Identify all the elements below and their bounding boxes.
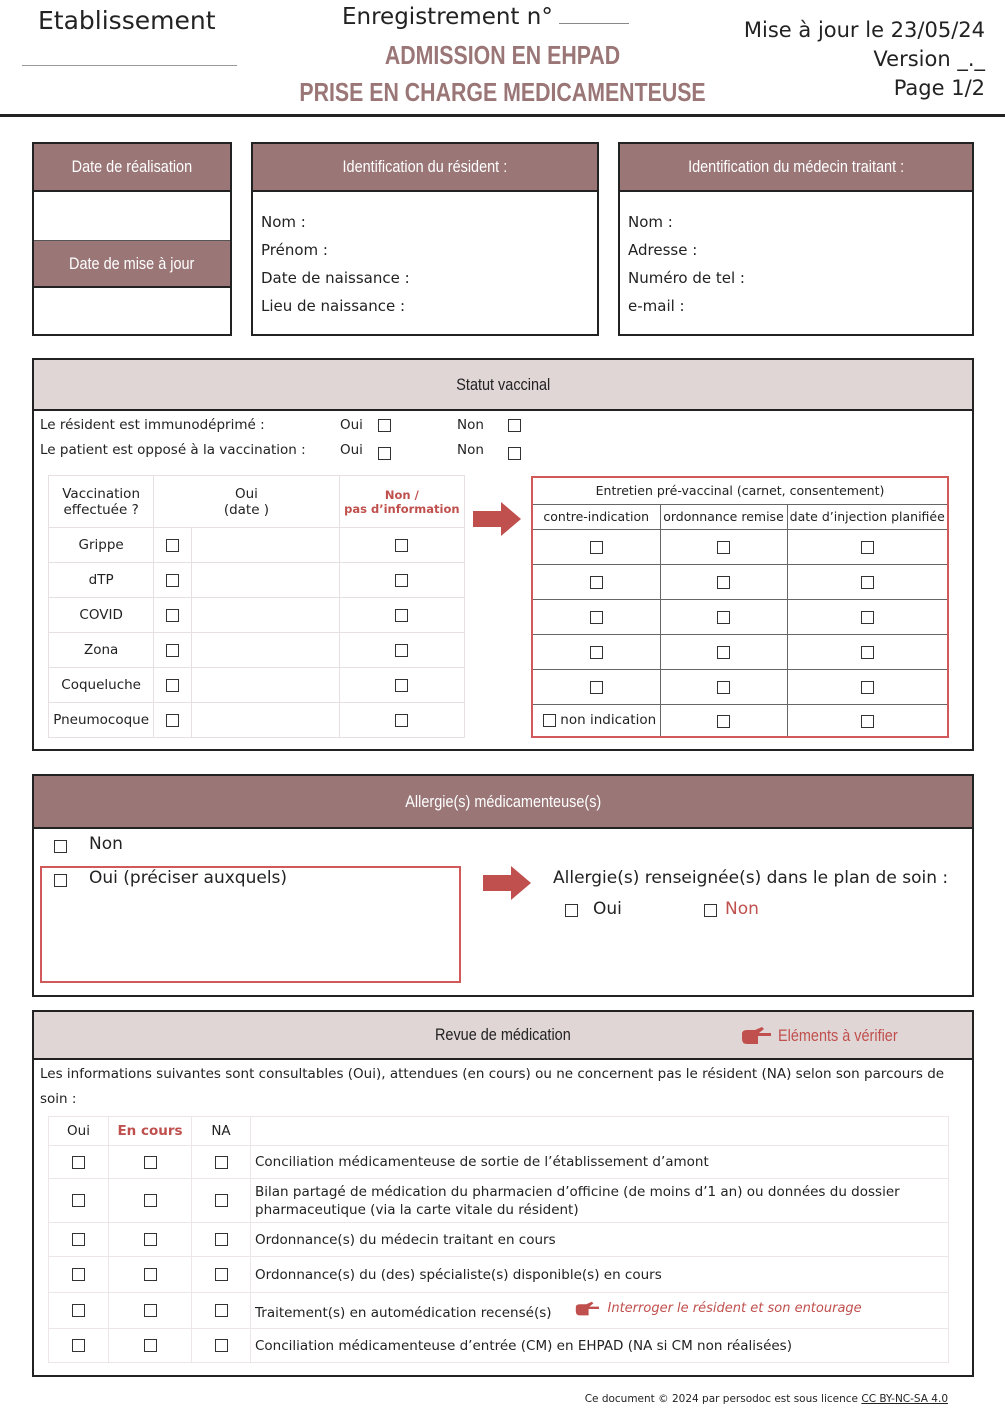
resident-lieu-naissance[interactable]: Lieu de naissance : (261, 297, 406, 315)
vaccine-name: COVID (49, 598, 154, 633)
revue-col-na: NA (192, 1117, 251, 1146)
revue-table (48, 1116, 949, 1363)
entretien-row (532, 564, 948, 599)
non-indication-label: non indication (560, 712, 657, 729)
vaccine-non-cell (339, 668, 464, 703)
revue-oui-cell (49, 1257, 109, 1293)
entretien-table (531, 476, 949, 738)
enregistrement-text: Enregistrement n° (342, 4, 553, 30)
title-line-1: ADMISSION EN EHPAD (384, 40, 621, 70)
date-injection-cell (787, 704, 948, 737)
revue-oui-cell (49, 1146, 109, 1179)
entretien-row (532, 634, 948, 669)
enregistrement-field[interactable] (559, 6, 629, 24)
vaccine-non-cell (339, 633, 464, 668)
revue-note-text: Interroger le résident et son entourage (607, 1300, 862, 1316)
revue-na-checkbox[interactable] (215, 1156, 228, 1169)
footer-text: Ce document © 2024 par persodoc est sous licence (584, 1393, 862, 1405)
revue-na-cell (192, 1179, 251, 1223)
entretien-col-contre-indication: contre-indication (532, 504, 660, 529)
vaccine-date-field[interactable] (192, 598, 339, 633)
license-link[interactable]: CC BY-NC-SA 4.0 (861, 1393, 948, 1405)
medecin-title: Identification du médecin traitant : (687, 157, 905, 176)
revue-en-cours-cell (109, 1257, 192, 1293)
vaccine-oui-checkbox[interactable] (166, 679, 179, 692)
date-maj-header (34, 240, 230, 288)
ordonnance-cell (660, 669, 787, 704)
revue-oui-cell (49, 1293, 109, 1329)
vaccine-oui-checkbox[interactable] (166, 539, 179, 552)
q-oppose-label: Le patient est opposé à la vaccination : (40, 442, 306, 458)
date-realisation-header (34, 144, 230, 192)
vaccine-name: Grippe (49, 528, 154, 563)
vaccine-date-field[interactable] (192, 528, 339, 563)
plan-oui-label: Oui (593, 899, 622, 919)
revue-row (49, 1257, 949, 1293)
allergies-header (34, 776, 972, 829)
pointing-hand-icon (740, 1026, 772, 1046)
q-immuno-oui-checkbox[interactable] (378, 419, 391, 432)
date-realisation-label: Date de réalisation (71, 157, 193, 176)
col-vaccination-label: Vaccination effectuée ? (62, 485, 140, 518)
vaccine-name: Pneumocoque (49, 703, 154, 738)
ordonnance-cell (660, 564, 787, 599)
allergie-non-checkbox[interactable] (54, 840, 67, 853)
date-injection-checkbox[interactable] (861, 681, 874, 694)
non-indication-checkbox[interactable] (543, 714, 556, 727)
q-immuno-non-checkbox[interactable] (508, 419, 521, 432)
allergie-non-label: Non (89, 834, 123, 854)
revue-header (34, 1012, 972, 1060)
revue-na-checkbox[interactable] (215, 1233, 228, 1246)
medecin-tel[interactable]: Numéro de tel : (628, 269, 745, 287)
q-oppose-non-checkbox[interactable] (508, 447, 521, 460)
medecin-fields (620, 192, 972, 320)
medecin-header (620, 144, 972, 192)
date-injection-cell (787, 669, 948, 704)
revue-oui-cell (49, 1329, 109, 1363)
statut-vaccinal-header (34, 360, 972, 411)
version: Version _._ (873, 47, 985, 71)
entretien-row (532, 704, 948, 737)
col-oui (154, 476, 339, 528)
vaccine-non-checkbox[interactable] (395, 539, 408, 552)
revue-na-cell (192, 1293, 251, 1329)
statut-vaccinal-title: Statut vaccinal (456, 374, 550, 394)
resident-nom[interactable]: Nom : (261, 213, 306, 231)
revue-na-cell (192, 1146, 251, 1179)
revue-item-cell (251, 1329, 949, 1363)
revue-oui-checkbox[interactable] (72, 1194, 85, 1207)
vaccine-date-field[interactable] (192, 563, 339, 598)
date-injection-checkbox[interactable] (861, 715, 874, 728)
revue-en-cours-cell (109, 1223, 192, 1257)
q-immuno-oui-label: Oui (340, 417, 363, 433)
date-injection-checkbox[interactable] (861, 541, 874, 554)
col-non-label: Non / (384, 487, 419, 502)
resident-date-naissance[interactable]: Date de naissance : (261, 269, 410, 287)
contre-indication-cell (532, 669, 660, 704)
vaccine-date-field[interactable] (192, 633, 339, 668)
vaccine-non-checkbox[interactable] (395, 609, 408, 622)
vaccine-name: dTP (49, 563, 154, 598)
ordonnance-checkbox[interactable] (717, 715, 730, 728)
vaccine-non-cell (339, 703, 464, 738)
revue-row (49, 1146, 949, 1179)
date-injection-cell (787, 529, 948, 564)
contre-indication-cell (532, 599, 660, 634)
date-injection-cell (787, 564, 948, 599)
q-oppose-oui-checkbox[interactable] (378, 447, 391, 460)
vaccine-row (49, 633, 465, 668)
allergie-oui-checkbox[interactable] (54, 874, 67, 887)
contre-indication-checkbox[interactable] (590, 681, 603, 694)
revue-na-cell (192, 1257, 251, 1293)
vaccine-oui-checkbox[interactable] (166, 609, 179, 622)
revue-en-cours-checkbox[interactable] (144, 1339, 157, 1352)
revue-row (49, 1223, 949, 1257)
revue-col-oui: Oui (49, 1117, 109, 1146)
col-oui-label: Oui (234, 485, 258, 502)
vaccine-oui-cell (154, 668, 192, 703)
etablissement-field[interactable] (22, 65, 237, 66)
revue-na-checkbox[interactable] (215, 1339, 228, 1352)
vaccine-non-cell (339, 598, 464, 633)
enregistrement-label (342, 4, 629, 30)
date-realisation-field[interactable] (34, 192, 230, 240)
revue-item-cell (251, 1257, 949, 1293)
revue-na-checkbox[interactable] (215, 1268, 228, 1281)
revue-note (574, 1300, 862, 1318)
update-date: Mise à jour le 23/05/24 (743, 18, 985, 42)
revue-en-cours-checkbox[interactable] (144, 1233, 157, 1246)
vaccine-oui-cell (154, 528, 192, 563)
q-oppose-non-label: Non (457, 442, 484, 458)
vaccine-non-checkbox[interactable] (395, 714, 408, 727)
non-indication-cell (532, 704, 660, 737)
revue-intro: Les informations suivantes sont consultables (Oui), attendues (en cours) ou ne concernent pas le résident (NA) selon son parcours de soin : (40, 1066, 945, 1107)
contre-indication-cell (532, 634, 660, 669)
revue-na-checkbox[interactable] (215, 1304, 228, 1317)
revue-item-cell (251, 1146, 949, 1179)
verifier-legend (740, 1026, 919, 1046)
date-injection-checkbox[interactable] (861, 646, 874, 659)
revue-item-text: Traitement(s) en automédication recensé(s) (255, 1304, 552, 1321)
allergies-title: Allergie(s) médicamenteuse(s) (405, 791, 601, 811)
revue-item-text: Conciliation médicamenteuse de sortie de l’établissement d’amont (255, 1154, 709, 1170)
revue-item-text: Ordonnance(s) du (des) spécialiste(s) disponible(s) en cours (255, 1266, 662, 1283)
revue-en-cours-checkbox[interactable] (144, 1156, 157, 1169)
revue-row (49, 1293, 949, 1329)
vaccination-table-header (49, 476, 465, 528)
ordonnance-cell (660, 634, 787, 669)
vaccine-oui-cell (154, 563, 192, 598)
vaccine-row (49, 598, 465, 633)
entretien-row (532, 599, 948, 634)
vaccine-date-field[interactable] (192, 703, 339, 738)
revue-oui-checkbox[interactable] (72, 1339, 85, 1352)
col-non (339, 476, 464, 528)
vaccine-row (49, 703, 465, 738)
resident-header (253, 144, 597, 192)
revue-item-text: Bilan partagé de médication du pharmacien d’officine (de moins d’1 an) ou données du dossier pharmaceutique (via la carte vitale du résident) (255, 1183, 900, 1218)
vaccine-row (49, 528, 465, 563)
vaccine-row (49, 563, 465, 598)
revue-row (49, 1329, 949, 1363)
col-vaccination (49, 476, 154, 528)
q-immuno-non-label: Non (457, 417, 484, 433)
medecin-adresse[interactable]: Adresse : (628, 241, 698, 259)
medecin-email[interactable]: e-mail : (628, 297, 685, 315)
plan-non-checkbox[interactable] (704, 904, 717, 917)
revue-na-cell (192, 1223, 251, 1257)
revue-oui-checkbox[interactable] (72, 1156, 85, 1169)
date-injection-checkbox[interactable] (861, 611, 874, 624)
page-number: Page 1/2 (893, 76, 985, 100)
revue-col-item (251, 1117, 949, 1146)
date-maj-label: Date de mise à jour (69, 253, 195, 273)
contre-indication-checkbox[interactable] (590, 646, 603, 659)
contre-indication-checkbox[interactable] (590, 541, 603, 554)
revue-oui-checkbox[interactable] (72, 1268, 85, 1281)
vaccine-oui-cell (154, 703, 192, 738)
contre-indication-cell (532, 564, 660, 599)
dates-box (32, 142, 232, 336)
vaccine-non-cell (339, 528, 464, 563)
vaccine-name: Coqueluche (49, 668, 154, 703)
entretien-row (532, 529, 948, 564)
vaccine-non-checkbox[interactable] (395, 644, 408, 657)
revue-item-cell (251, 1223, 949, 1257)
contre-indication-checkbox[interactable] (590, 611, 603, 624)
resident-prenom[interactable]: Prénom : (261, 241, 328, 259)
verifier-label: Eléments à vérifier (778, 1026, 898, 1045)
revue-en-cours-cell (109, 1146, 192, 1179)
medecin-box (618, 142, 974, 336)
revue-en-cours-checkbox[interactable] (144, 1268, 157, 1281)
q-oppose-oui-label: Oui (340, 442, 363, 458)
q-immuno-label: Le résident est immunodéprimé : (40, 417, 265, 433)
date-injection-cell (787, 634, 948, 669)
medecin-nom[interactable]: Nom : (628, 213, 673, 231)
revue-title: Revue de médication (435, 1025, 571, 1044)
vaccine-oui-checkbox[interactable] (166, 644, 179, 657)
etablissement-label: Etablissement (38, 6, 216, 35)
vaccine-row (49, 668, 465, 703)
plan-non-label: Non (725, 899, 759, 919)
ordonnance-cell (660, 599, 787, 634)
revue-row (49, 1179, 949, 1223)
plan-oui-checkbox[interactable] (565, 904, 578, 917)
ordonnance-checkbox[interactable] (717, 681, 730, 694)
vaccine-non-cell (339, 563, 464, 598)
entretien-title: Entretien pré-vaccinal (carnet, consentement) (532, 477, 948, 504)
ordonnance-checkbox[interactable] (717, 576, 730, 589)
entretien-col-date-injection: date d’injection planifiée (787, 504, 948, 529)
revue-oui-checkbox[interactable] (72, 1304, 85, 1317)
revue-en-cours-cell (109, 1293, 192, 1329)
vaccine-oui-checkbox[interactable] (166, 714, 179, 727)
revue-item-text: Conciliation médicamenteuse d’entrée (CM) en EHPAD (NA si CM non réalisées) (255, 1337, 792, 1354)
vaccine-oui-cell (154, 633, 192, 668)
allergie-oui-label: Oui (préciser auxquels) (89, 868, 288, 888)
arrow-right-icon (473, 502, 521, 536)
resident-title: Identification du résident : (342, 157, 508, 176)
ordonnance-checkbox[interactable] (717, 646, 730, 659)
ordonnance-cell (660, 704, 787, 737)
header-divider (0, 114, 1005, 117)
revue-na-cell (192, 1329, 251, 1363)
ordonnance-cell (660, 529, 787, 564)
vaccine-name: Zona (49, 633, 154, 668)
vaccine-date-field[interactable] (192, 668, 339, 703)
resident-fields (253, 192, 597, 320)
ordonnance-checkbox[interactable] (717, 611, 730, 624)
vaccination-table (48, 475, 465, 738)
date-injection-cell (787, 599, 948, 634)
resident-box (251, 142, 599, 336)
allergie-plan-label: Allergie(s) renseignée(s) dans le plan de soin : (553, 868, 949, 888)
revue-en-cours-cell (109, 1329, 192, 1363)
vaccine-oui-checkbox[interactable] (166, 574, 179, 587)
contre-indication-cell (532, 529, 660, 564)
entretien-col-ordonnance: ordonnance remise (660, 504, 787, 529)
entretien-row (532, 669, 948, 704)
revue-oui-checkbox[interactable] (72, 1233, 85, 1246)
revue-en-cours-cell (109, 1179, 192, 1223)
col-oui-sub: (date ) (223, 501, 270, 518)
vaccine-oui-cell (154, 598, 192, 633)
revue-en-cours-checkbox[interactable] (144, 1304, 157, 1317)
revue-en-cours-checkbox[interactable] (144, 1194, 157, 1207)
revue-item-cell (251, 1293, 949, 1329)
ordonnance-checkbox[interactable] (717, 541, 730, 554)
arrow-right-icon (483, 866, 531, 900)
date-maj-field[interactable] (34, 288, 230, 332)
revue-item-cell (251, 1179, 949, 1223)
footer-license (585, 1393, 948, 1405)
title-line-2: PRISE EN CHARGE MEDICAMENTEUSE (299, 77, 706, 107)
revue-oui-cell (49, 1179, 109, 1223)
revue-col-en-cours: En cours (109, 1117, 192, 1146)
pointing-hand-icon (574, 1301, 600, 1317)
vaccine-non-checkbox[interactable] (395, 574, 408, 587)
vaccine-non-checkbox[interactable] (395, 679, 408, 692)
revue-oui-cell (49, 1223, 109, 1257)
col-non-sub: pas d’information (344, 501, 460, 516)
revue-na-checkbox[interactable] (215, 1194, 228, 1207)
contre-indication-checkbox[interactable] (590, 576, 603, 589)
revue-table-header (49, 1117, 949, 1146)
revue-item-text: Ordonnance(s) du médecin traitant en cours (255, 1231, 556, 1248)
date-injection-checkbox[interactable] (861, 576, 874, 589)
